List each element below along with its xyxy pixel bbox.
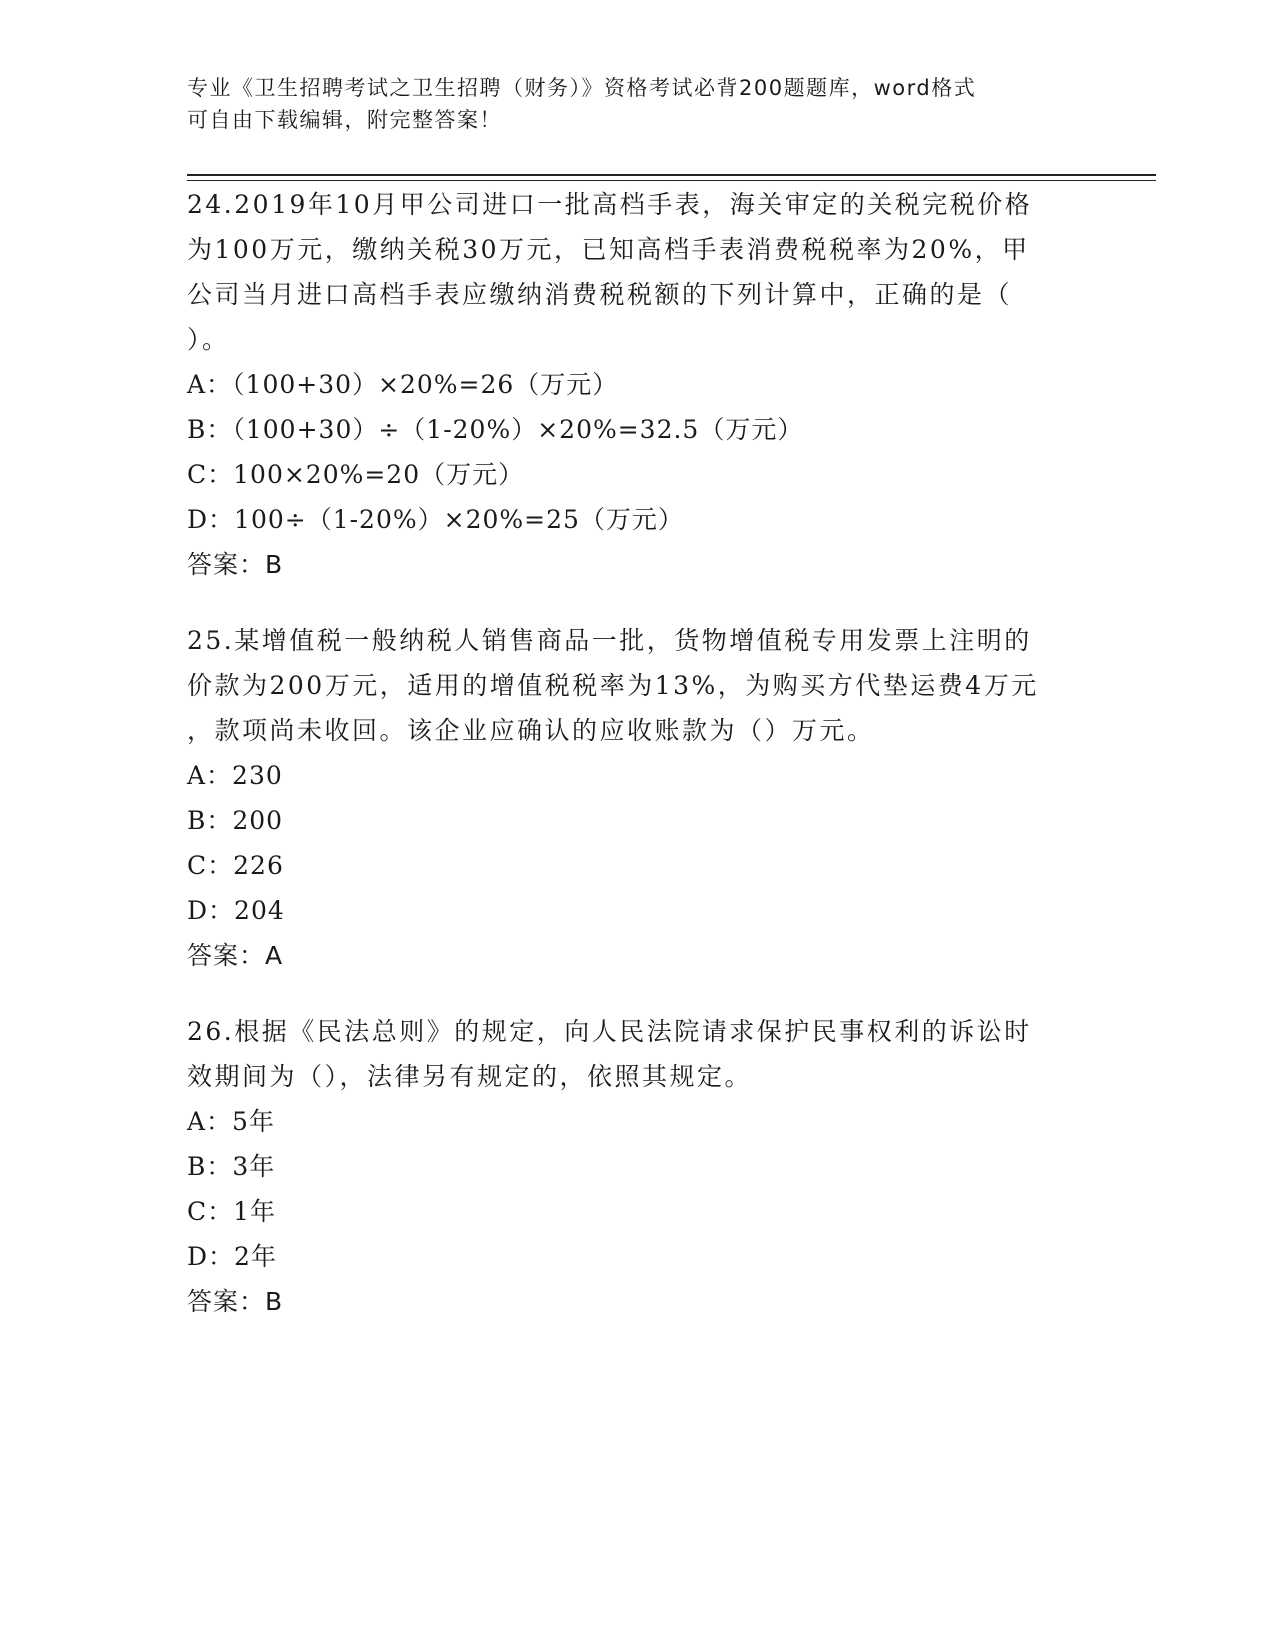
- answer: 答案：B: [187, 550, 284, 579]
- answer: 答案：B: [187, 1287, 284, 1316]
- answer: 答案：A: [187, 941, 284, 970]
- option-b: B：3年: [187, 1152, 276, 1181]
- option-c: C：100×20%=20（万元）: [187, 460, 525, 489]
- option-b: B：200: [187, 806, 284, 835]
- option-c: C：1年: [187, 1197, 277, 1226]
- option-d: D：204: [187, 896, 285, 925]
- stem-line: 25.某增值税一般纳税人销售商品一批，货物增值税专用发票上注明的: [187, 626, 1032, 655]
- header-line-2: 可自由下载编辑，附完整答案！: [187, 108, 502, 132]
- question-25: [187, 618, 1087, 978]
- question-stem: [187, 618, 1087, 753]
- stem-line: 价款为200万元，适用的增值税税率为13%，为购买方代垫运费4万元: [187, 671, 1039, 700]
- option-d: D：100÷（1-20%）×20%=25（万元）: [187, 505, 684, 534]
- question-26: [187, 1009, 1087, 1324]
- header-divider-thick: [187, 174, 1156, 176]
- stem-line: 26.根据《民法总则》的规定，向人民法院请求保护民事权利的诉讼时: [187, 1017, 1032, 1046]
- question-stem: [187, 1009, 1087, 1099]
- stem-line: 公司当月进口高档手表应缴纳消费税税额的下列计算中，正确的是（: [187, 280, 1013, 309]
- header-line-1: 专业《卫生招聘考试之卫生招聘（财务）》资格考试必背200题题库，word格式: [187, 76, 977, 100]
- header-divider-thin: [187, 180, 1156, 181]
- option-a: A：230: [187, 761, 283, 790]
- option-a: A：（100+30）×20%=26（万元）: [187, 370, 619, 399]
- document-header: [187, 72, 1087, 136]
- option-a: A：5年: [187, 1107, 275, 1136]
- stem-line: ，款项尚未收回。该企业应确认的应收账款为（）万元。: [187, 716, 875, 745]
- question-stem: [187, 182, 1087, 362]
- option-c: C：226: [187, 851, 284, 880]
- stem-line: 效期间为（），法律另有规定的，依照其规定。: [187, 1062, 753, 1091]
- option-b: B：（100+30）÷（1-20%）×20%=32.5（万元）: [187, 415, 804, 444]
- stem-line: 为100万元，缴纳关税30万元，已知高档手表消费税税率为20%，甲: [187, 235, 1030, 264]
- option-d: D：2年: [187, 1242, 277, 1271]
- stem-line: ）。: [187, 325, 230, 354]
- stem-line: 24.2019年10月甲公司进口一批高档手表，海关审定的关税完税价格: [187, 190, 1033, 219]
- question-24: [187, 182, 1087, 587]
